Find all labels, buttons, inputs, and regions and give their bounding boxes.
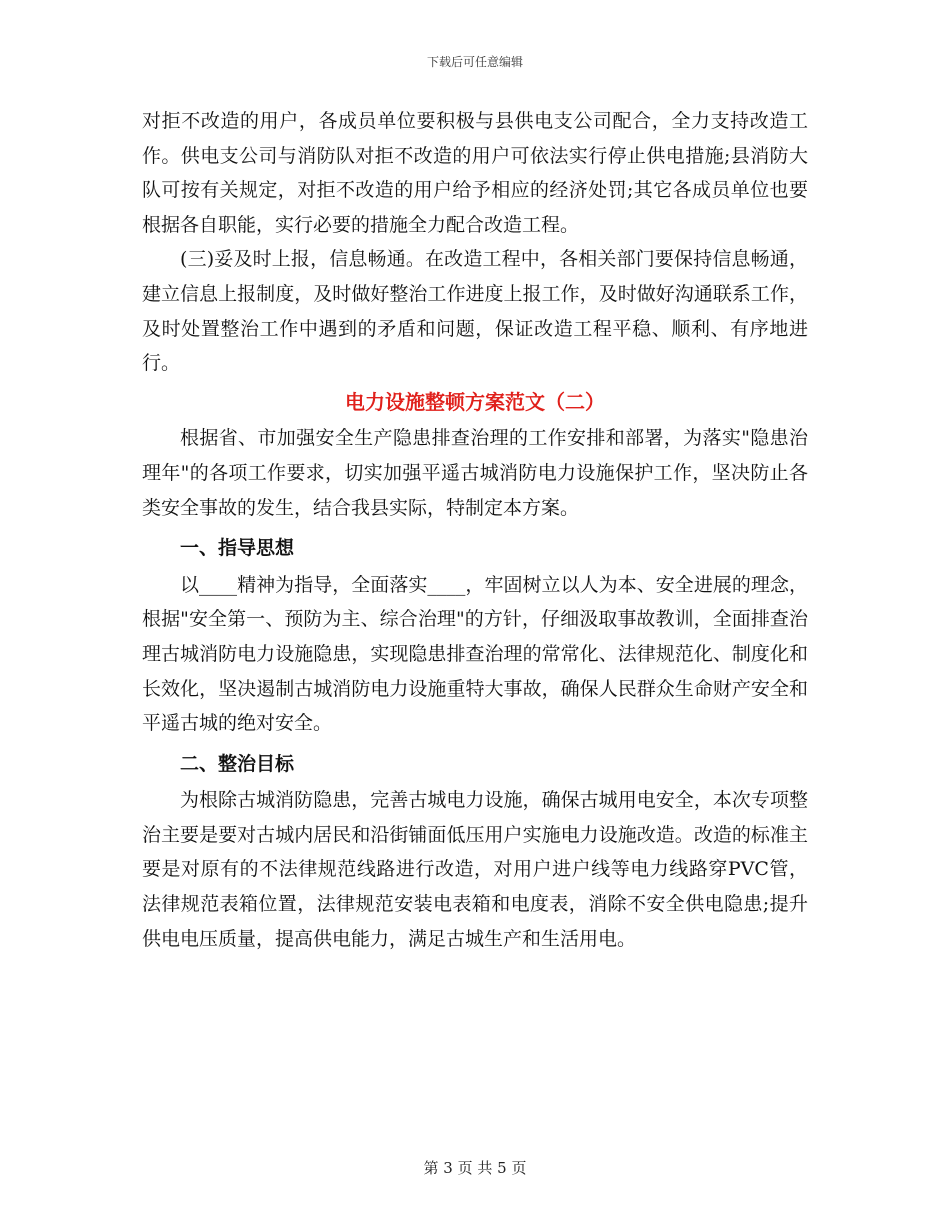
paragraph-5: 为根除古城消防隐患，完善古城电力设施，确保古城用电安全，本次专项整治主要是要对古城内居民和沿街铺面低压用户实施电力设施改造。改造的标准主要是对原有的不法律规范线路进行改造，对用户进户线等电力线路穿PVC管，法律规范表箱位置，法律规范安装电表箱和电度表，消除不安全供电隐患;提升供电电压质量，提高供电能力，满足古城生产和生活用电。 xyxy=(142,789,808,950)
section-title: 电力设施整顿方案范文（二） xyxy=(345,389,605,414)
paragraph-2: (三)妥及时上报，信息畅通。在改造工程中，各相关部门要保持信息畅通，建立信息上报制度，及时做好整治工作进度上报工作，及时做好沟通联系工作，及时处置整治工作中遇到的矛盾和问题，保证改造工程平稳、顺利、有序地进行。 xyxy=(142,248,808,375)
paragraph-1: 对拒不改造的用户，各成员单位要积极与县供电支公司配合，全力支持改造工作。供电支公司与消防队对拒不改造的用户可依法实行停止供电措施;县消防大队可按有关规定，对拒不改造的用户给予相应的经济处罚;其它各成员单位也要根据各自职能，实行必要的措施全力配合改造工程。 xyxy=(142,110,808,236)
heading-guiding-ideology: 一、指导思想 xyxy=(180,537,295,560)
page-footer: 第 3 页 共 5 页 xyxy=(423,1159,527,1177)
heading-targets: 二、整治目标 xyxy=(180,752,295,775)
paragraph-4: 以____精神为指导，全面落实____，牢固树立以人为本、安全进展的理念，根据"安全第一、预防为主、综合治理"的方针，仔细汲取事故教训，全面排查治理古城消防电力设施隐患，实现隐患排查治理的常常化、法律规范化、制度化和长效化，坚决遏制古城消防电力设施重特大事故，确保人民群众生命财产安全和平遥古城的绝对安全。 xyxy=(142,573,808,735)
document-body xyxy=(142,104,808,956)
page-header: 下载后可任意编辑 xyxy=(426,55,523,69)
paragraph-3: 根据省、市加强安全生产隐患排查治理的工作安排和部署，为落实"隐患治理年"的各项工作要求，切实加强平遥古城消防电力设施保护工作，坚决防止各类安全事故的发生，结合我县实际，特制定本方案。 xyxy=(142,427,808,519)
